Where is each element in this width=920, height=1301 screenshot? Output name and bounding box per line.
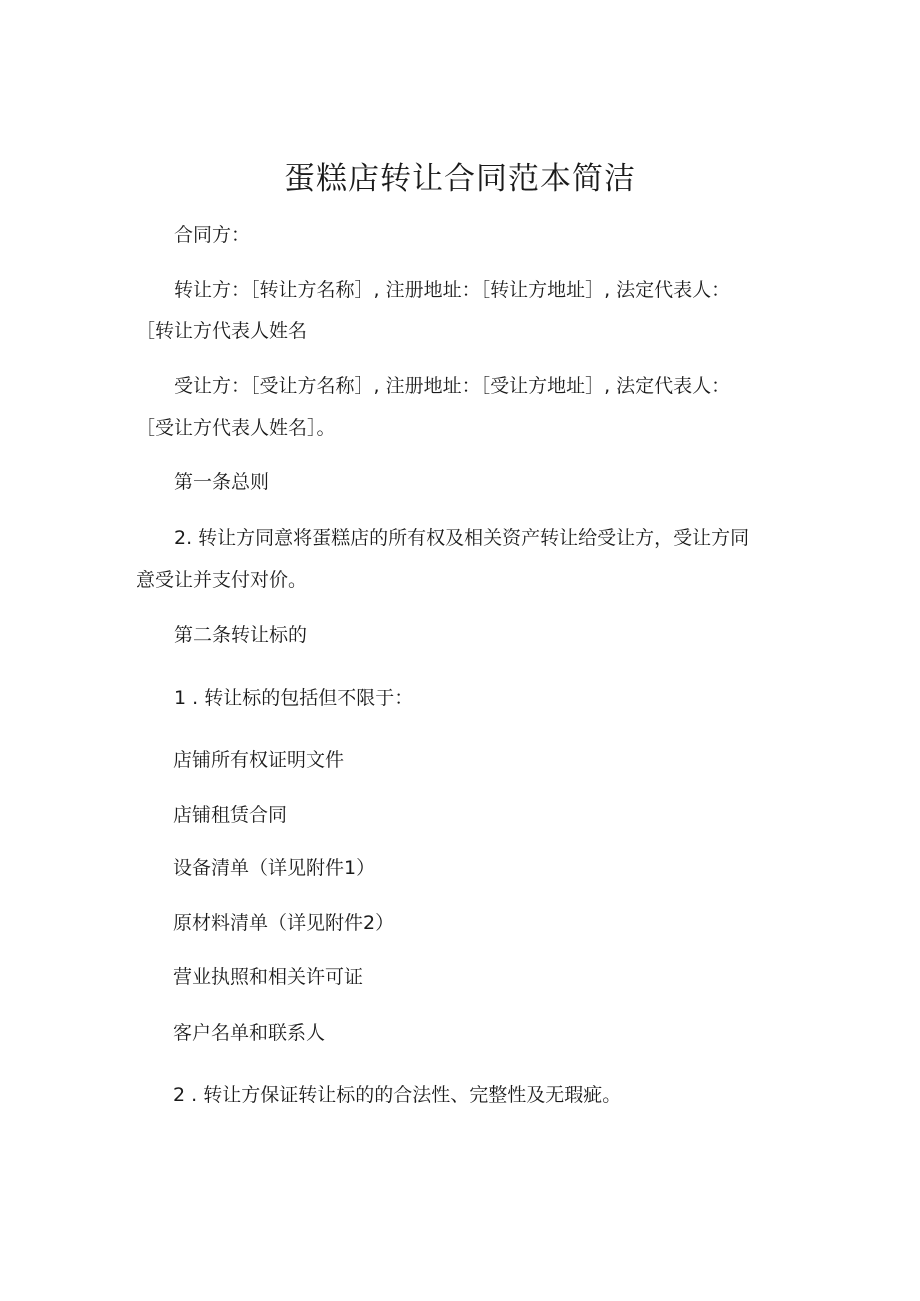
article-2-clause-2: 2 . 转让方保证转让标的的合法性、完整性及无瑕疵。 bbox=[173, 1084, 622, 1106]
article-1-heading: 第一条总则 bbox=[174, 471, 270, 493]
parties-label: 合同方： bbox=[174, 224, 251, 246]
transferee-line-2: ［受让方代表人姓名］。 bbox=[136, 417, 336, 439]
list-item: 客户名单和联系人 bbox=[173, 1022, 326, 1044]
list-item: 原材料清单（详见附件2） bbox=[173, 912, 395, 934]
list-item: 店铺所有权证明文件 bbox=[173, 749, 345, 771]
list-item: 设备清单（详见附件1） bbox=[173, 857, 376, 879]
article-1-clause-2-line-2: 意受让并支付对价。 bbox=[136, 569, 308, 591]
list-item: 营业执照和相关许可证 bbox=[173, 966, 364, 988]
transferor-line-1: 转让方：［转让方名称］, 注册地址：［转让方地址］, 法定代表人： bbox=[174, 279, 731, 301]
document-title: 蛋糕店转让合同范本简洁 bbox=[284, 161, 636, 197]
transferee-line-1: 受让方：［受让方名称］, 注册地址：［受让方地址］, 法定代表人： bbox=[174, 375, 731, 397]
article-2-clause-1: 1 . 转让标的包括但不限于： bbox=[174, 687, 414, 709]
article-1-clause-2-line-1: 2. 转让方同意将蛋糕店的所有权及相关资产转让给受让方，受让方同 bbox=[174, 527, 750, 549]
transferor-line-2: ［转让方代表人姓名 bbox=[136, 320, 308, 342]
article-2-heading: 第二条转让标的 bbox=[174, 624, 308, 646]
list-item: 店铺租赁合同 bbox=[173, 804, 288, 826]
